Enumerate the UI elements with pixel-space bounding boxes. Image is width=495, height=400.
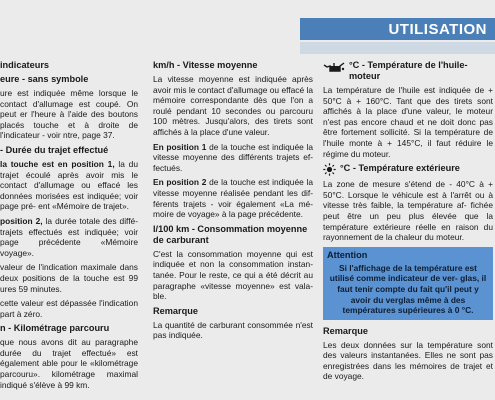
text-en-position-1: de la touche est indiquée la vitesse moyenne des différents trajets ef- fectués. [153,141,313,173]
header-shadow [300,42,495,54]
column-left [0,60,138,394]
paragraph-temperature-huile: La température de l'huile est indiquée de + 50°C à + 160°C. Tant que des tirets sont affichés à la place d'une valeur, le moteur n'est pas encore chaud et ne doit donc pas être fortement sollicité. Si la température de l'huile monte à + 145°C, il faut réduire le régime du moteur. [323,85,493,159]
paragraph-reset: cette valeur est dépassée l'indication part à zéro. [0,298,138,319]
heading-consommation: l/100 km - Consommation moyenne de carburant [153,223,308,245]
heading-indicateurs: indicateurs [0,60,50,70]
heading-duree-trajet: - Durée du trajet effectué [0,144,109,155]
text-position-2: la durée totale des diffé- trajets effectués est indiquée; voir page précédente «Mémoire voyage». [0,215,139,258]
paragraph-consommation: C'est la consommation moyenne qui est indiquée et non la consommation instan- tanée. Pour le reste, ce qui a été décrit au paragraphe «vitesse moyenne» est vala- ble. [153,248,313,302]
paragraph-vitesse-pos2 [153,177,313,219]
label-position-1: la touche est en position 1, [0,158,115,169]
heading-remarque-temperature: Remarque [323,325,368,336]
column-right [323,60,493,386]
heading-vitesse-moyenne: km/h - Vitesse moyenne [153,60,258,70]
paragraph-vitesse-pos1 [153,142,313,174]
attention-text: Si l'affichage de la température est utilisé comme indicateur de ver- glas, il faut tenir compte du fait qu'il peut y avoir du verglas même à des températures supérieures à 0 °C. [329,262,487,316]
paragraph-kilometrage: que nous avons dit au paragraphe durée du trajet effectué» est également able pour le «kilométrage parcouru». kilométrage maximal indiqué s'élève à 99 km. [0,337,138,390]
paragraph-remarque-consommation: La quantité de carburant consommée n'est pas indiquée. [153,319,313,341]
paragraph-max-value: valeur de l'indication maximale dans deux positions de la touche est 99 ures 59 minutes. [0,262,138,294]
column-middle [153,60,313,345]
heading-temperature-huile: °C - Température de l'huile- moteur [349,60,468,81]
heading-remarque-consommation: Remarque [153,305,198,316]
page-title: UTILISATION [388,21,487,38]
heading-kilometrage: n - Kilométrage parcouru [0,323,110,334]
paragraph-temperature-exterieure: La zone de mesure s'étend de - 40°C à + 50°C. Lorsque le véhicule est à l'arrêt ou à vitesse très faible, la température af- fichée peut être un peu plus élevée que la température extérieure réelle en raison du rayonnement de la chaleur du moteur. [323,179,493,243]
paragraph-vitesse: La vitesse moyenne est indiquée après avoir mis le contact d'allumage ou effacé la mémoire correspondante dès que l'on a roulé pendant 10 secondes ou parcouru 100 mètres. Jusqu'alors, des tirets sont affichés à la place d'une valeur. [153,74,313,137]
heading-row-exterior [323,163,493,176]
section-header-bar [300,18,495,40]
page-header [0,0,495,56]
attention-box [323,247,493,320]
paragraph-position-2 [0,216,138,258]
label-en-position-2: En position 2 [153,177,207,188]
oil-can-icon [323,60,345,73]
label-en-position-1: En position 1 [153,141,207,152]
attention-title: Attention [327,249,368,260]
heading-temperature-exterieure: °C - Température extérieure [340,163,460,174]
paragraph-heure: ure est indiquée même lorsque le contact d'allumage est coupé. On peut er l'heure à l'aide des boutons placés touche et à droite de l'indicateur - voir ntre, page 37. [0,88,138,141]
label-position-2: position 2, [0,215,43,226]
paragraph-remarque-temperature: Les deux données sur la température sont des valeurs instantanées. Elles ne sont pas enregistrées dans les mémoires de trajet et de voyage. [323,339,493,382]
text-position-1: la du trajet écoulé après avoir mis le contact d'allumage ou effacé les données morisées est indiquée; voir page pré- ent «Mémoire de trajet». [0,158,138,212]
paragraph-position-1 [0,159,138,212]
text-en-position-2: de la touche est indiquée la vitesse moyenne réalisée pendant les dif- férents trajets - voir également «La mé- moire de voyage» à la page précédente. [153,177,313,220]
heading-heure: eure - sans symbole [0,74,89,84]
heading-row-oil [323,60,493,82]
sun-icon [323,163,336,176]
